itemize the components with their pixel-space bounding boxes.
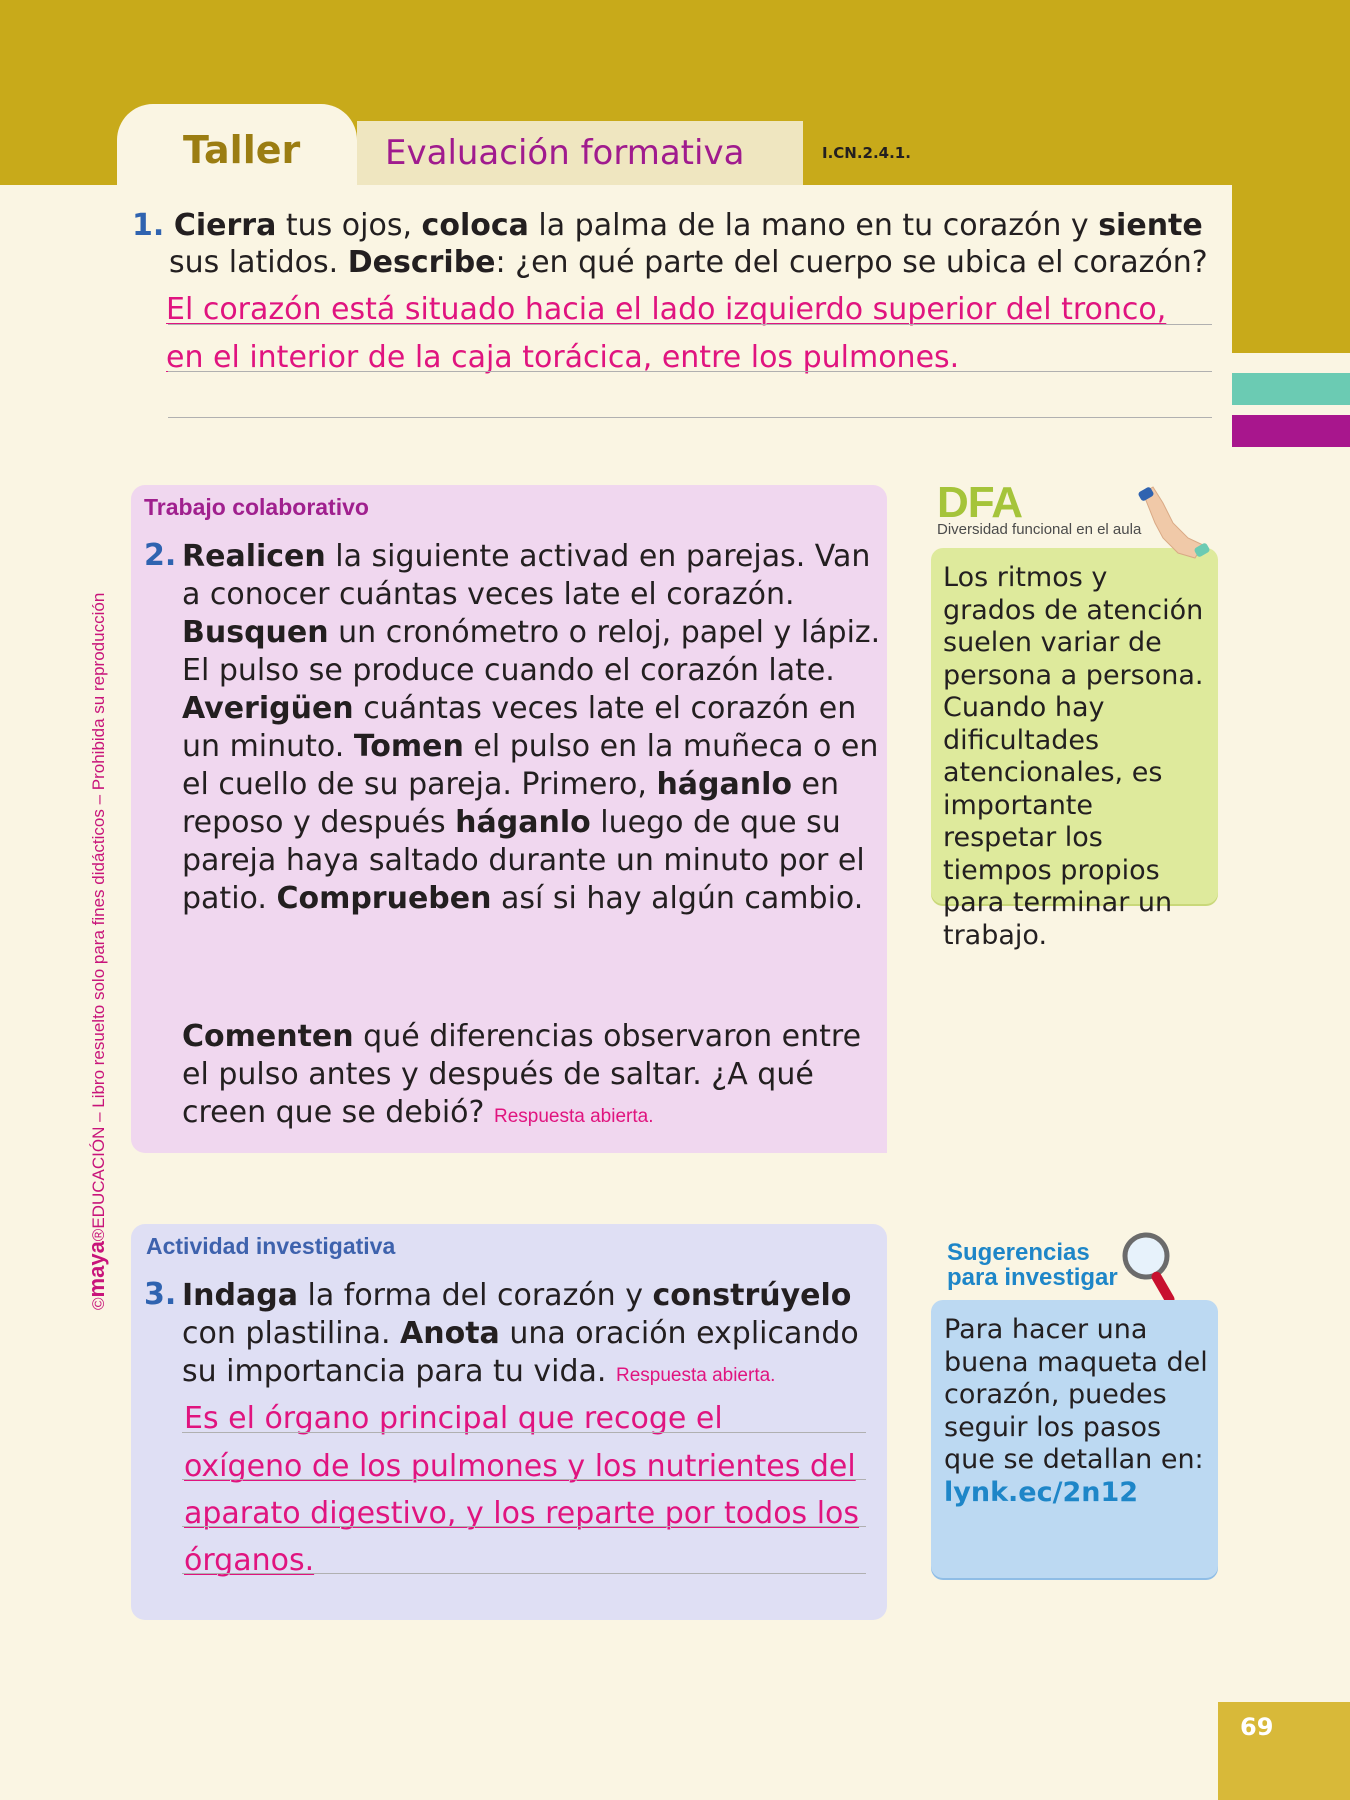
sugerencias-title (947, 1240, 1118, 1290)
question-1 (132, 207, 1232, 281)
magenta-stripe (1232, 415, 1350, 447)
taller-label: Taller (183, 128, 301, 172)
section-title-text: Evaluación formativa (385, 133, 745, 173)
hand-icon (1133, 483, 1213, 567)
q2-verb: Averigüen (182, 691, 354, 726)
q2-verb: Busquen (182, 615, 329, 650)
page-number: 69 (1240, 1713, 1274, 1741)
q2-text: así si hay algún cambio. (491, 881, 864, 916)
answer-rule (168, 417, 1212, 418)
q1-verb-describe: Describe (347, 245, 496, 280)
q2-open-answer-note: Respuesta abierta. (494, 1106, 654, 1127)
q1-answer-line-2: en el interior de la caja torácica, entre los pulmones. (166, 340, 960, 375)
q2-text: un cronómetro o reloj, papel y lápiz. El pulso se produce cuando el corazón late. (182, 615, 881, 688)
q3-text: la forma del corazón y (297, 1278, 653, 1313)
side-band (1232, 185, 1350, 353)
q2-verb: háganlo (455, 805, 591, 840)
q3-answer-line-4: órganos. (184, 1543, 315, 1578)
dfa-title: DFA (937, 478, 1022, 527)
taller-tab (117, 104, 357, 185)
question-2-number: 2. (144, 538, 177, 573)
q3-verb-anota: Anota (400, 1316, 500, 1351)
q1-verb-coloca: coloca (421, 208, 529, 243)
sugerencias-box (931, 1300, 1218, 1578)
dfa-box (931, 548, 1218, 951)
page-number-box (1218, 1702, 1350, 1800)
question-1-number: 1. (132, 208, 165, 243)
sugerencias-link[interactable]: lynk.ec/2n12 (944, 1476, 1139, 1508)
answer-rule (182, 1526, 866, 1527)
q1-text: la palma de la mano en tu corazón y (528, 208, 1099, 243)
dfa-text: Los ritmos y grados de atención suelen variar de persona a persona. Cuando hay dificultades atencionales, es importante respetar los tiempos propios para terminar un trabajo. (943, 562, 1204, 951)
q3-text: con plastilina. (182, 1316, 401, 1351)
answer-rule (182, 1432, 866, 1433)
q3-answer-line-2: oxígeno de los pulmones y los nutrientes del (184, 1449, 856, 1484)
brand-logo: maya (84, 1241, 109, 1298)
q2-text: en reposo y después (182, 767, 840, 840)
q2-text: el pulso en la muñeca o en el cuello de su pareja. Primero, (182, 729, 879, 802)
q2-verb-comenten: Comenten (182, 1019, 354, 1054)
answer-rule (168, 371, 1212, 372)
sugerencias-title-line-2: para investigar (947, 1264, 1118, 1291)
sugerencias-title-line-1: Sugerencias (947, 1239, 1090, 1266)
q2-verb: háganlo (656, 767, 793, 802)
q1-verb-cierra: Cierra (173, 208, 277, 243)
question-2-text (182, 538, 882, 918)
q3-answer-line-1: Es el órgano principal que recoge el (184, 1401, 723, 1436)
q1-text: sus latidos. (169, 245, 348, 280)
actividad-investigativa-header: Actividad investigativa (146, 1233, 396, 1259)
section-title (357, 121, 803, 185)
q1-text: : ¿en qué parte del cuerpo se ubica el corazón? (495, 245, 1208, 280)
question-3-number: 3. (144, 1277, 177, 1312)
q1-line2 (132, 244, 1232, 281)
answer-rule (168, 324, 1212, 325)
q2-text: cuántas veces late el corazón en un minuto. (182, 691, 857, 764)
copyright-notice: ®EDUCACIÓN – Libro resuelto solo para fines didácticos – Prohibida su reproducción (89, 592, 108, 1242)
question-2-comentario (182, 1018, 882, 1136)
q2-text: luego de que su pareja haya saltado durante un minuto por el patio. (182, 805, 865, 916)
q2-verb: Tomen (353, 729, 464, 764)
trabajo-colaborativo-header: Trabajo colaborativo (144, 494, 369, 520)
dfa-subtitle: Diversidad funcional en el aula (937, 521, 1142, 538)
q2-text: la siguiente activad en parejas. Van a conocer cuántas veces late el corazón. (182, 539, 871, 612)
copyright-symbol: © (89, 1297, 108, 1310)
q1-answer-line-1: El corazón está situado hacia el lado izquierdo superior del tronco, (166, 292, 1167, 327)
indicator-code: I.CN.2.4.1. (822, 144, 911, 162)
q3-verb-construyelo: constrúyelo (652, 1278, 852, 1313)
q3-open-answer-note: Respuesta abierta. (615, 1365, 776, 1386)
q2-verb: Comprueben (276, 881, 492, 916)
q2-verb: Realicen (182, 539, 326, 574)
sugerencias-text: Para hacer una buena maqueta del corazón, puedes seguir los pasos que se detallan en: (944, 1314, 1208, 1475)
teal-stripe (1232, 373, 1350, 405)
answer-rule (182, 1573, 866, 1574)
question-3-text (182, 1277, 882, 1395)
q1-verb-siente: siente (1098, 208, 1203, 243)
q3-verb-indaga: Indaga (182, 1278, 298, 1313)
q2-text: qué diferencias observaron entre el pulso antes y después de saltar. ¿A qué creen que se debió? (182, 1019, 862, 1130)
q1-text: tus ojos, (276, 208, 422, 243)
q3-answer-line-3: aparato digestivo, y los reparte por todos los (184, 1496, 860, 1531)
answer-rule (182, 1479, 866, 1480)
q3-text: una oración explicando su importancia para tu vida. (182, 1316, 859, 1389)
copyright-side-text (84, 593, 110, 1310)
